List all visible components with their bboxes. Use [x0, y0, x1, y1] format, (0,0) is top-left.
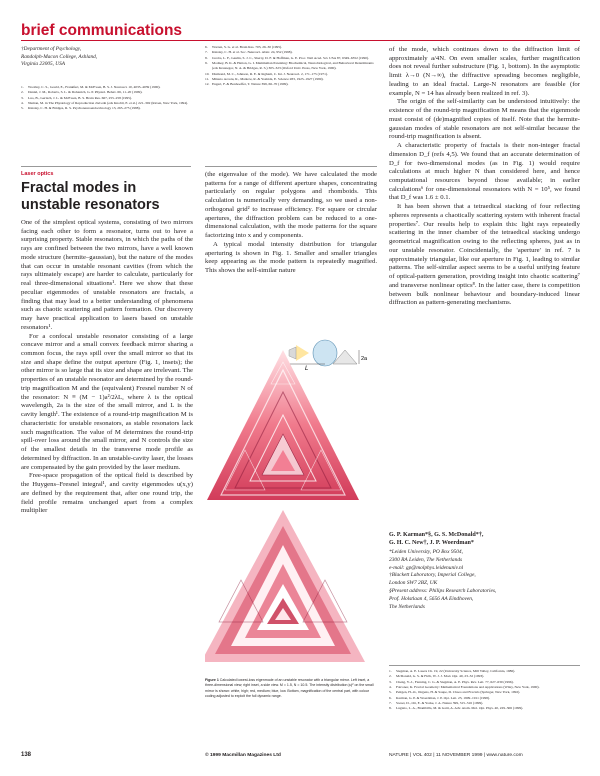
figure-label-L: L: [305, 366, 309, 372]
page-number: 138: [21, 752, 32, 758]
article-title: Fractal modes in unstable resonators: [21, 180, 160, 213]
paragraph: For a confocal unstable resonator consisting of a large concave mirror and a small convex feedback mirror sharing a common focus, the rays spill over the small mirror so that its size and shape define the output aperture (Fig. 1, insets); the other mirror is so large that its size and shape are irrelevant. The properties of an unstable resonator are determined by the round-trip magnification M and the (equivalent) Fresnel number N of the resonator: N ≡ (M − 1)a²/2λL, where λ is the optical wavelength, 2a is the size of the small mirror, and L is the cavity length¹. The existence of a round-trip magnification M is characteristic for unstable resonators, as stable resonators lack such magnification. The value of M determines the round-trip spill-over loss around the small mirror, and N controls the size of the smallest details in the transverse mode profile as determined by diffraction. In an unstable-cavity laser, the losses are compensated by the gain provided by the laser medium.: [21, 332, 193, 471]
figure-label-2a: 2a: [361, 356, 368, 362]
affil-line: †Blackett Laboratory, Imperial College,: [389, 572, 476, 579]
affil-line: §Present address: Philips Research Laboratories,: [389, 588, 497, 595]
article-references: [389, 669, 580, 712]
journal-info: NATURE | VOL 402 | 11 NOVEMBER 1999 | www.nature.com: [389, 753, 523, 758]
reference-item: 2. McDonald, G. S. & Firth, W. J. J. Mod. Opt. 40, 23–32 (1993).: [389, 674, 485, 679]
caption-text: Calculated lowest-loss eigenmode of an unstable resonator with a triangular mirror. Left inset, a three-dimensional view; right inset, a side view. M = 1.5, N = 10.5. The intensity distribution |u|² on the small mirror is shown: white, high; red, medium; blue, low. Bottom, magnification of the central part, with colour coding adjusted to exploit the full dynamic range.: [205, 678, 374, 699]
affil-line: *Leiden University, PO Box 9504,: [389, 549, 463, 555]
paragraph: A characteristic property of fractals is their non-integer fractal dimension D_f (refs 4,5). We found that an accurate determination of D_f for two-dimensional modes (as in Fig. 1) would require calculations at much higher N than considered here, and hence computational resources beyond those available; in earlier calculations⁶ for one-dimensional resonators with N = 10⁵, we found that D_f was 1.6 ± 0.1.: [389, 142, 580, 202]
reference-item: 9. Modney, B. K. & Hatton, G. I. Mammalian Parenting: Biochemical, Neurobiological, and Behavioral Determinants (eds Krasnegor, N. A. & Bridges, R. S.) 305–323 (Oxford Univ. Press, New York, 1990).: [205, 60, 374, 71]
paragraph: Free-space propagation of the optical field is described by the Huygens–Fresnel integral¹, and cavity eigenmodes u(x,y) are defined by the requirement that, after one round trip, the field profile remains unchanged apart from a complex multiplier: [21, 472, 193, 515]
article-column-2: [205, 171, 377, 276]
previous-affiliation: [21, 46, 191, 69]
affil-line: Virginia 23005, USA: [21, 61, 65, 68]
reference-item: 7. Sweet, D., Ott, E. & Yorke, J. A. Nature 399, 315–316 (1999).: [389, 700, 484, 705]
reference-item: 6. Karman, G. P. & Woerdman, J. P. Opt. Lett. 23, 1909–1911 (1998).: [389, 695, 490, 700]
paragraph: (the eigenvalue of the mode). We have calculated the mode patterns for a range of different aperture shapes, concentrating particularly on regular polygons and rhomboids. This calculation is numerically very demanding, so we used a non-orthogonal grid² to increase efficiency. For square or circular apertures, the diffraction problem can be reduced to a one-dimensional calculation, with the mode patterns for the square factorizing into x and y components.: [205, 171, 377, 240]
section-divider: [21, 166, 191, 167]
paragraph: It has been shown that a tetraedical stacking of four reflecting spheres represents a chaotically scattering system with inherent fractal properties⁷. Our results help to explain this: light rays repeatedly scattering in the inner chamber of the tetraedical stacking undergo geometrical magnification owing to the reflecting spheres, just as in our unstable resonator. Coincidentally, the 'aperture' in ref. 7 is approximately triangular, like our aperture in Fig. 1, leading to similar patterns. The self-similar aspect seems to be a useful unifying feature of optical-pattern generation, providing insight into chaotic scattering⁷ and transverse nonlinear optics⁸. In the latter case, there is competition between bulk nonlinear behaviour and boundary-induced linear diffraction as pattern-generating mechanisms.: [389, 203, 580, 307]
paragraph: The origin of the self-similarity can be understood intuitively: the existence of the round-trip magnification M means that the eigenmode must consist of (de)magnified copies of itself. Note that the hermite-gaussian modes of stable resonators are not self-similar because the round-trip magnification is absent.: [389, 98, 580, 141]
reference-item: 4. Falconer, K. Fractal Geometry: Mathematical Foundations and Applications (Wiley, New York, 1990).: [389, 684, 540, 689]
reference-item: 2. Daniel, J. M., Roberts, S. L. & Dohanich, G. P. Physiol. Behav. 66, 11–20 (1999).: [21, 90, 143, 95]
reference-item: 1. Siegman, A. E. Lasers Ch. 19, 22 (University Science, Mill Valley, California, 1986).: [389, 669, 516, 673]
figure-1-fractal-mode: [205, 330, 377, 668]
author-line: G. P. Karman*§, G. S. McDonald*†,: [389, 532, 484, 538]
affil-line: 2300 RA Leiden, The Netherlands: [389, 556, 463, 563]
reference-item: 3. Luo, B., Gerlach, J. L. & McEwen, B. S. Brain Res. 667, 255–258 (1995).: [21, 95, 132, 100]
affil-line: †Department of Psychology,: [21, 46, 82, 52]
affil-line: Randolph-Macon College, Ashland,: [21, 53, 98, 60]
affil-line: Prof. Holstlaan 4, 5656 AA Eindhoven,: [389, 595, 474, 602]
paragraph: A typical modal intensity distribution for triangular aperturing is shown in Fig. 1. Smaller and smaller triangles keep appearing as the mode pattern is repeatedly magnified. This shows the self-similar nature: [205, 240, 377, 275]
reference-item: 6. Warren, S. G. et al. Brain Res. 703, 26–30 (1995).: [205, 45, 283, 49]
reference-item: 5. Kinsley, C. H. & Bridges, R. S. Psychoneuroendocrinology 13, 265–275 (1988).: [21, 106, 141, 111]
copyright: © 1999 Macmillan Magazines Ltd: [205, 753, 281, 758]
affil-line: London SW7 2BZ, UK: [389, 580, 438, 587]
previous-references-middle: [205, 45, 377, 88]
article-column-1: [21, 219, 193, 516]
reference-item: 8. Lugiato, L. A., Brambilla, M. & Gatti, A. Adv. Atom. Mol. Opt. Phys. 40, 229–306 (1999).: [389, 706, 524, 711]
author-affiliations: [389, 549, 580, 612]
reference-item: 5. Peitgen, H.-O., Jürgens, H. & Saupe, D. Chaos and Fractals (Springer, New York, 1992).: [389, 690, 521, 695]
section-label: Laser optics: [21, 171, 54, 177]
section-divider: [205, 166, 377, 167]
reference-item: 10. Diamond, M. C., Johnson, R. E. & Ingham, C. Int. J. Neurosci. 2, 171–175 (1971).: [205, 71, 328, 76]
reference-item: 1. Woolley, C. S., Gould, E., Frankfurt, M. & McEwen, B. S. J. Neurosci. 10, 4035–4039 (1990).: [21, 85, 161, 89]
affil-line: e-mail: gp@molphys.leidenuniv.nl: [389, 564, 464, 571]
header-rule: [21, 40, 580, 41]
reference-item: 11. Mitsuto Acostu, R., Matkow, R. & Yoshida, E. Science 283, 1925–1927 (1999).: [205, 76, 324, 81]
paragraph: One of the simplest optical systems, consisting of two mirrors facing each other to form a resonator, turns out to have a surprising property. Stable resonators, in which the paths of the rays are confined between the two mirrors, have a well known mode structure (hermite–gaussian), but the nature of the modes that can occur in unstable resonant cavities (from which the rays ultimately escape) are harder to calculate, particularly for real three-dimensional situations¹. Here we show that these peculiar eigenmodes of unstable resonators are fractals, a finding that may lead to a better understanding of phenomena such as chaotic scattering and pattern formation. Our discovery may have practical application to lasers based on unstable resonators¹.: [21, 219, 193, 331]
previous-references-left: [21, 85, 193, 112]
journal-section-header: brief communications: [21, 22, 183, 39]
references-divider: [389, 665, 580, 666]
article-column-3: [389, 46, 580, 308]
reference-item: 3. Cheng, Y.-J., Fanning, C. G. & Siegman, A. E. Phys. Rev. Lett. 77, 627–630 (1996).: [389, 679, 514, 684]
affil-line: The Netherlands: [389, 603, 425, 610]
caption-lead: Figure 1: [205, 678, 219, 682]
author-line: G. H. C. New†, J. P. Woerdman*: [389, 539, 474, 546]
reference-item: 12. Engert, F. & Bonhoeffer, T. Nature 399, 66–70 (1999).: [205, 82, 289, 87]
reference-item: 4. Numan, M. in The Physiology of Reproduction 2nd edn (eds Knobil, E. et al.) 221–302 (Raven, New York, 1994).: [21, 100, 189, 105]
paragraph: of the mode, which continues down to the diffraction limit of approximately a/4N. On even smaller scales, further magnification does not reveal further substructure (Fig. 1, bottom). In the asymptotic limit λ→0 (N→∞), the diffractive spreading becomes negligible, leading to an ideal fractal. Large-N resonators are feasible (for example, N = 14 has already been realized in ref. 3).: [389, 46, 580, 97]
reference-item: 8. Jacobs, L. F., Gaulin, S. J. C., Sherry, D. F. & Hoffman, G. E. Proc. Natl Acad. Sci. USA 87, 6349–6352 (1990).: [205, 55, 369, 60]
authors: [389, 532, 580, 548]
figure-caption: [205, 678, 377, 700]
reference-item: 7. Kinsley, C. H. et al. Soc. Neurosci. Abstr. 24, 952 (1998).: [205, 50, 293, 55]
